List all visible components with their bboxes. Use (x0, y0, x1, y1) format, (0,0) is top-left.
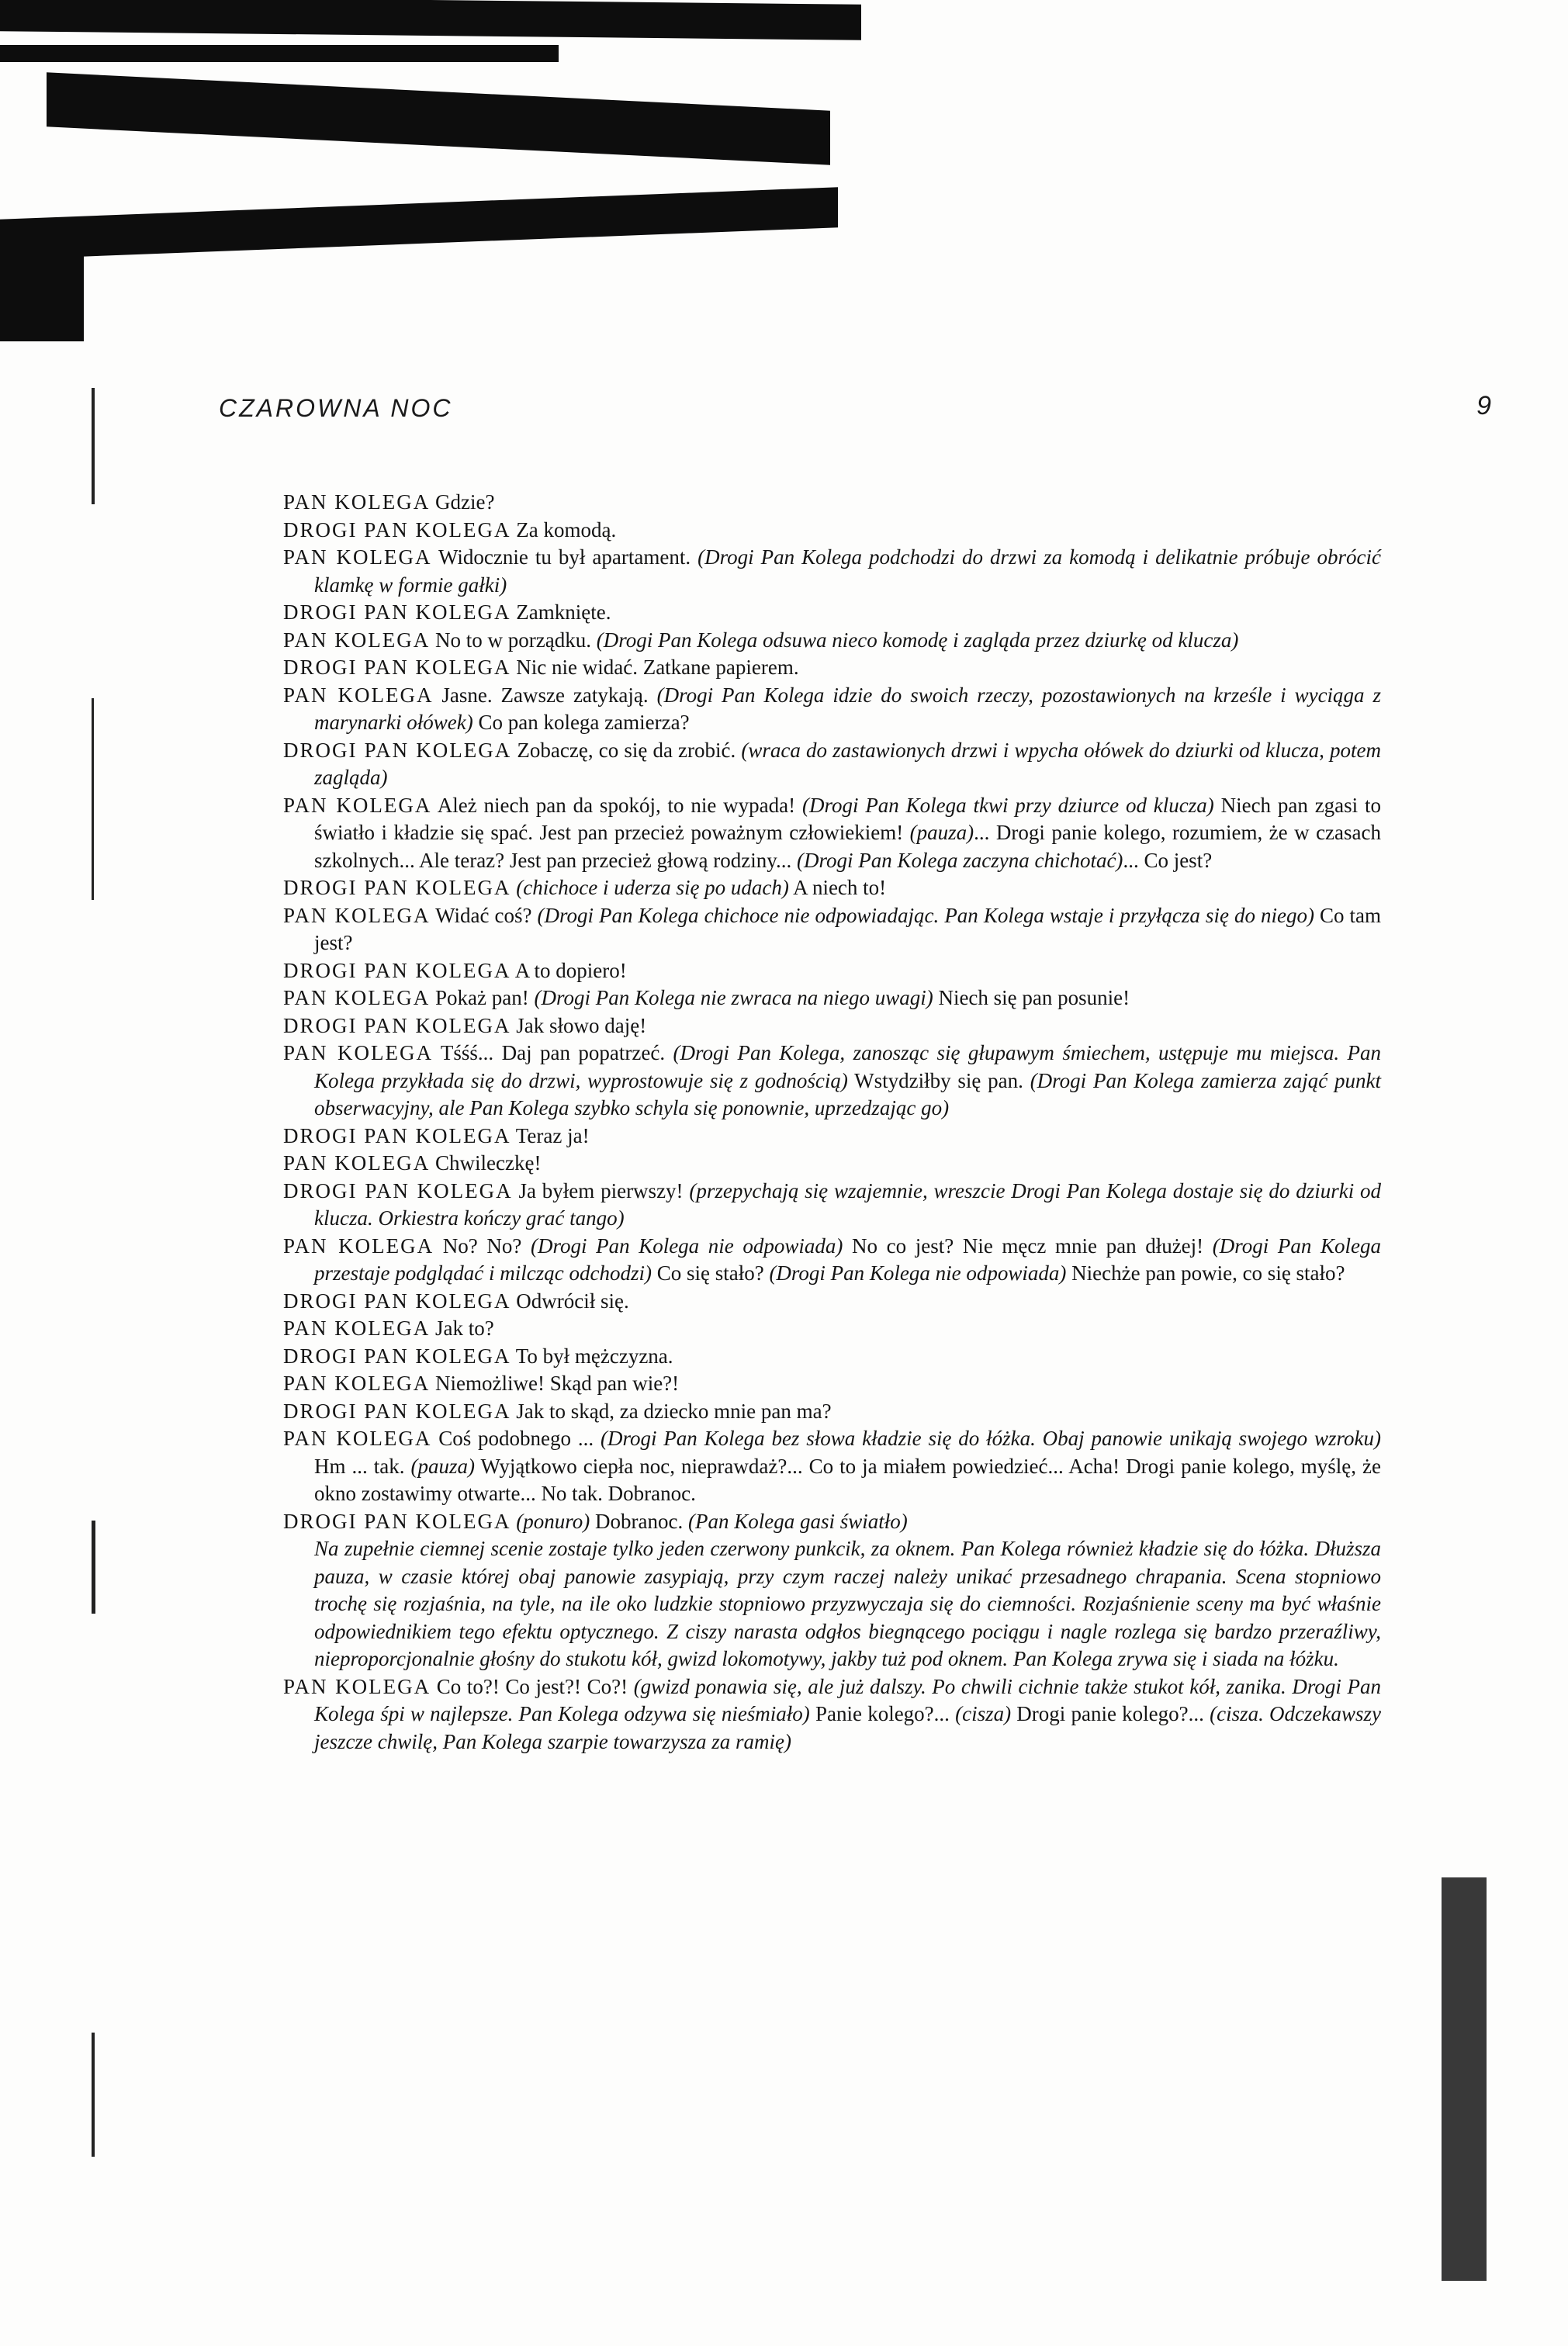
speaker-name: PAN KOLEGA (283, 986, 431, 1009)
margin-mark (92, 1521, 95, 1614)
stage-direction-text: (Drogi Pan Kolega odsuwa nieco komodę i zagląda przez dziurkę od klucza) (596, 628, 1239, 652)
speech-text: ... Co jest? (1123, 848, 1213, 872)
speaker-name: PAN KOLEGA (283, 793, 432, 817)
stage-direction-text: (Drogi Pan Kolega, zanosząc się głupawym śmiechem, ustępuje mu miejsca. Pan Kolega przykłada się do drzwi, wyprostowuje się z godnością) (314, 1041, 1381, 1092)
speech-text: Tśśś... Daj pan popatrzeć. (432, 1041, 673, 1064)
speech-text: Co pan kolega zamierza? (472, 711, 690, 734)
dialogue-line (283, 792, 1381, 875)
speech-text: Pokaż pan! (430, 986, 535, 1009)
speech-text: Zobaczę, co się da zrobić. (511, 738, 742, 762)
speech-text: Panie kolego?... (809, 1702, 956, 1725)
speech-text: ... Drogi panie kolego, rozumiem, że w czasach szkolnych... Ale teraz? Jest pan przecież głową rodziny... (314, 821, 1381, 872)
speaker-name: DROGI PAN KOLEGA (283, 1013, 511, 1037)
stage-direction-text: (Pan Kolega gasi światło) (687, 1509, 908, 1533)
dialogue-line (283, 957, 1381, 985)
speech-text: Jak to skąd, za dziecko mnie pan ma? (511, 1399, 832, 1423)
speaker-name: DROGI PAN KOLEGA (283, 876, 511, 899)
dialogue-line (283, 1288, 1381, 1316)
dialogue-line (283, 1398, 1381, 1426)
speech-text: Gdzie? (430, 490, 495, 514)
speech-text: Teraz ja! (511, 1123, 590, 1147)
speaker-name: PAN KOLEGA (283, 903, 431, 927)
dialogue-line (283, 1123, 1381, 1151)
stage-direction: Na zupełnie ciemnej scenie zostaje tylko jeden czerwony punkcik, za oknem. Pan Kolega również kładzie się do łóżka. Dłuższa pauza, w czasie której obaj panowie zasypiają, przy czym raczej należy unikać przesadnego chrapania. Scena stopniowo trochę się rozjaśnia, na tyle, na ile oko ludzkie stopniowo przyzwyczaja się do ciemności. Rozjaśnienie sceny ma być właśnie odpowiednikiem tego efektu optycznego. Z ciszy narasta odgłos biegnącego pociągu i nagle rozlega się bardzo przeraźliwy, nieproporcjonalnie głośny do stukotu kół, gwizd lokomotywy, jakby tuż pod oknem. Pan Kolega zrywa się i siada na łóżku. (314, 1537, 1381, 1670)
speaker-name: PAN KOLEGA (283, 545, 432, 569)
speech-text: Nic nie widać. Zatkane papierem. (511, 656, 799, 679)
dialogue-line (283, 1673, 1381, 1756)
scan-artifact-stroke (0, 45, 559, 62)
dialogue-line (283, 489, 1381, 517)
speech-text: No co jest? Nie męcz mnie pan dłużej! (843, 1234, 1213, 1258)
running-header (219, 391, 1491, 438)
dialogue-line (283, 1178, 1381, 1233)
speaker-name: DROGI PAN KOLEGA (283, 1344, 511, 1368)
speaker-name: PAN KOLEGA (283, 1151, 431, 1175)
speaker-name: DROGI PAN KOLEGA (283, 1289, 511, 1313)
dialogue-line (283, 1150, 1381, 1178)
dialogue-line (283, 517, 1381, 545)
speaker-name: PAN KOLEGA (283, 1234, 434, 1258)
stage-direction-text: (wraca do zastawionych drzwi i wpycha ołówek do dziurki od klucza, potem zagląda) (314, 738, 1381, 789)
speech-text: Ja byłem pierwszy! (512, 1178, 690, 1202)
speech-text: Ależ niech pan da spokój, to nie wypada! (431, 793, 802, 817)
speech-text: Niech pan zgasi to światło i kładzie się spać. Jest pan przecież poważnym człowiekiem! (314, 793, 1382, 844)
scan-artifact-smudge (1442, 1877, 1487, 2281)
speaker-name: PAN KOLEGA (283, 628, 431, 652)
dialogue-line (283, 654, 1381, 682)
speech-text: Co się stało? (651, 1261, 770, 1285)
stage-direction-text: (Drogi Pan Kolega nie zwraca na niego uwagi) (534, 986, 933, 1009)
speech-text: To był mężczyzna. (511, 1344, 673, 1368)
speech-text: Coś podobnego ... (431, 1427, 601, 1450)
speaker-name: PAN KOLEGA (283, 490, 431, 514)
speech-text: Niemożliwe! Skąd pan wie?! (430, 1372, 680, 1395)
dialogue-line (283, 627, 1381, 655)
stage-direction-text: (Drogi Pan Kolega chichoce nie odpowiadając. Pan Kolega wstaje i przyłącza się do niego) (537, 903, 1314, 927)
speech-text: Dobranoc. (590, 1509, 688, 1533)
speech-text: No to w porządku. (430, 628, 597, 652)
speech-text: Drogi panie kolego?... (1011, 1702, 1210, 1725)
speech-text: A to dopiero! (511, 958, 627, 982)
stage-direction-text: (pauza) (909, 821, 974, 844)
stage-direction-text: (Drogi Pan Kolega przestaje podglądać i milcząc odchodzi) (314, 1234, 1381, 1285)
speech-text: A niech to! (788, 876, 887, 899)
stage-direction-text: (Drogi Pan Kolega zaczyna chichotać) (797, 848, 1123, 872)
speech-text: Co tam jest? (314, 903, 1382, 954)
script-text (283, 489, 1381, 1756)
final-line-container (283, 1673, 1381, 1756)
dialogue-line (283, 1343, 1381, 1371)
dialogue-line (283, 1425, 1381, 1508)
margin-mark (92, 698, 94, 900)
speech-text: Wstydziłby się pan. (847, 1068, 1030, 1092)
speech-text: Wyjątkowo ciepła noc, nieprawdaż?... Co to ja miałem powiedzieć... Acha! Drogi panie kolego, myślę, że okno zostawimy otwarte... No tak. Dobranoc. (314, 1454, 1381, 1505)
stage-direction-text: (cisza. Odczekawszy jeszcze chwilę, Pan Kolega szarpie towarzysza za ramię) (314, 1702, 1381, 1753)
speaker-name: PAN KOLEGA (283, 1372, 431, 1395)
speaker-name: DROGI PAN KOLEGA (283, 1509, 511, 1533)
stage-direction-text: (przepychają się wzajemnie, wreszcie Drogi Pan Kolega dostaje się do dziurki od klucza. Orkiestra kończy grać tango) (314, 1178, 1382, 1230)
speaker-name: DROGI PAN KOLEGA (283, 1399, 511, 1423)
speaker-name: DROGI PAN KOLEGA (283, 1123, 511, 1147)
speaker-name: DROGI PAN KOLEGA (283, 738, 512, 762)
stage-direction-text: (pauza) (410, 1454, 475, 1478)
speaker-name: PAN KOLEGA (283, 683, 434, 707)
dialogue-line (283, 1508, 1381, 1536)
speech-text: Jak słowo daję! (511, 1013, 647, 1037)
page-number: 9 (1476, 391, 1491, 420)
dialogue-line (283, 544, 1381, 599)
speech-text: No? No? (434, 1234, 531, 1258)
speech-text: Jak to? (430, 1317, 494, 1340)
speech-text: Niech się pan posunie! (933, 986, 1130, 1009)
stage-direction-text: (Drogi Pan Kolega podchodzi do drzwi za komodą i delikatnie próbuje obrócić klamkę w formie gałki) (314, 545, 1381, 597)
scan-artifact-stroke (0, 187, 838, 259)
speaker-name: PAN KOLEGA (283, 1317, 431, 1340)
speech-text: Widać coś? (430, 903, 538, 927)
speaker-name: DROGI PAN KOLEGA (283, 517, 511, 542)
dialogue-line (283, 984, 1381, 1012)
speech-text: Zamknięte. (511, 600, 611, 624)
speaker-name: DROGI PAN KOLEGA (283, 958, 511, 982)
speaker-name: PAN KOLEGA (283, 1674, 431, 1698)
speech-text: Za komodą. (511, 517, 617, 542)
stage-direction-text: (gwizd ponawia się, ale już dalszy. Po chwili cichnie także stukot kół, zanika. Drogi Pan Kolega śpi w najlepsze. Pan Kolega odzywa się nieśmiało) (314, 1674, 1382, 1725)
running-title: CZAROWNA NOC (219, 394, 453, 422)
margin-mark (92, 2033, 95, 2157)
dialogue-list (283, 489, 1381, 1535)
dialogue-line (283, 1315, 1381, 1343)
dialogue-line (283, 874, 1381, 902)
dialogue-line (283, 902, 1381, 957)
speech-text: Co to?! Co jest?! Co?! (431, 1674, 634, 1698)
speech-text: Jasne. Zawsze zatykają. (433, 683, 657, 707)
stage-direction-text: (cisza) (955, 1702, 1012, 1725)
dialogue-line (283, 1040, 1381, 1123)
stage-direction-text: (Drogi Pan Kolega bez słowa kładzie się do łóżka. Obaj panowie unikają swojego wzroku) (600, 1427, 1382, 1450)
speech-text: Hm ... tak. (314, 1454, 411, 1478)
stage-direction-text: (Drogi Pan Kolega idzie do swoich rzeczy, pozostawionych na krześle i wyciąga z marynarki ołówek) (314, 683, 1381, 734)
stage-direction-text: (Drogi Pan Kolega nie odpowiada) (530, 1234, 843, 1258)
speaker-name: DROGI PAN KOLEGA (283, 656, 511, 679)
stage-direction-text: (Drogi Pan Kolega zamierza zająć punkt obserwacyjny, ale Pan Kolega szybko schyla się ponownie, uprzedzając go) (314, 1068, 1382, 1119)
dialogue-line (283, 682, 1381, 737)
stage-direction-text: (chichoce i uderza się po udach) (516, 876, 789, 899)
speaker-name: PAN KOLEGA (283, 1427, 432, 1450)
speech-text: Widocznie tu był apartament. (431, 545, 698, 569)
margin-mark (92, 388, 95, 504)
scan-artifact-stroke (47, 72, 830, 164)
dialogue-line (283, 737, 1381, 792)
stage-direction-text: (ponuro) (516, 1509, 590, 1533)
stage-direction-text: (Drogi Pan Kolega tkwi przy dziurce od klucza) (801, 793, 1214, 817)
dialogue-line (283, 1233, 1381, 1288)
speaker-name: DROGI PAN KOLEGA (283, 600, 511, 624)
dialogue-line (283, 1370, 1381, 1398)
scan-artifact-stroke (0, 0, 861, 40)
stage-direction-text: (Drogi Pan Kolega nie odpowiada) (769, 1261, 1067, 1285)
dialogue-line (283, 1012, 1381, 1040)
speech-text: Niechże pan powie, co się stało? (1066, 1261, 1345, 1285)
speaker-name: PAN KOLEGA (283, 1041, 433, 1064)
speech-text: Odwrócił się. (511, 1289, 629, 1313)
speaker-name: DROGI PAN KOLEGA (283, 1178, 513, 1202)
speech-text: Chwileczkę! (430, 1151, 542, 1175)
dialogue-line (283, 599, 1381, 627)
scan-artifact-stroke (0, 233, 84, 341)
